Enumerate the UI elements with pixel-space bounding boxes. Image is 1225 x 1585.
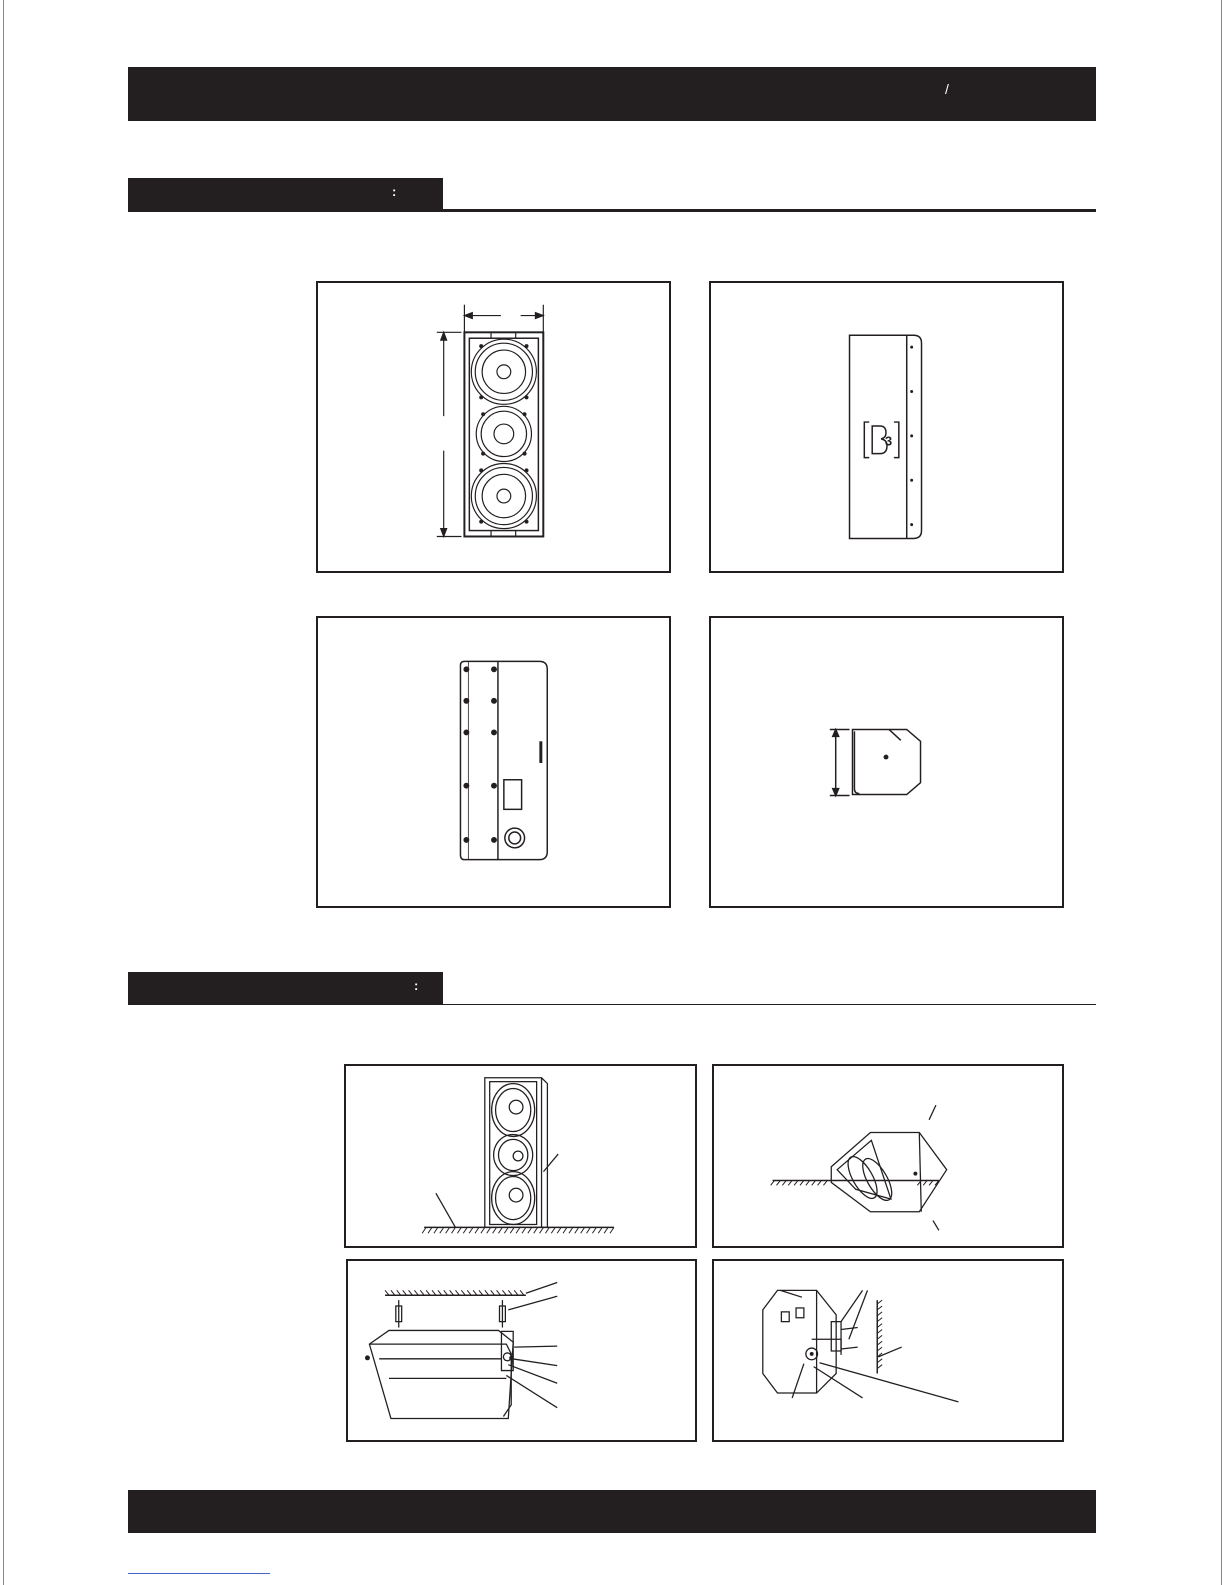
header-bar bbox=[128, 67, 1096, 121]
panel-side-view bbox=[316, 616, 671, 908]
left-margin-line bbox=[3, 0, 4, 1585]
footer-bar bbox=[128, 1490, 1096, 1533]
panel-wall-mount bbox=[712, 1259, 1064, 1442]
right-margin-line bbox=[1221, 0, 1222, 1585]
panel-rear-view bbox=[709, 281, 1064, 573]
side-view-drawing bbox=[318, 618, 669, 906]
section-tab-installation bbox=[128, 972, 443, 1004]
panel-floor-standing bbox=[344, 1064, 697, 1248]
ceiling-mount-drawing bbox=[348, 1261, 695, 1440]
floor-monitor-drawing bbox=[714, 1066, 1062, 1246]
rear-logo-number: 3 bbox=[885, 433, 893, 449]
front-view-drawing bbox=[318, 283, 669, 571]
monitor-profile-drawing bbox=[711, 618, 1062, 906]
section-rule-installation bbox=[128, 1004, 1096, 1005]
header-mark: / bbox=[945, 81, 949, 97]
panel-monitor-profile bbox=[709, 616, 1064, 908]
section-rule-dimensions bbox=[128, 209, 1096, 212]
panel-ceiling-mount bbox=[346, 1259, 697, 1442]
section-tab-dimensions bbox=[128, 178, 443, 210]
panel-front-view bbox=[316, 281, 671, 573]
footer-link-underline[interactable] bbox=[128, 1573, 270, 1574]
section-tab-colon: : bbox=[392, 184, 397, 199]
rear-view-drawing bbox=[711, 283, 1062, 571]
wall-mount-drawing bbox=[714, 1261, 1062, 1440]
floor-standing-drawing bbox=[346, 1066, 695, 1246]
section-tab-colon: : bbox=[414, 978, 419, 993]
panel-floor-monitor bbox=[712, 1064, 1064, 1248]
